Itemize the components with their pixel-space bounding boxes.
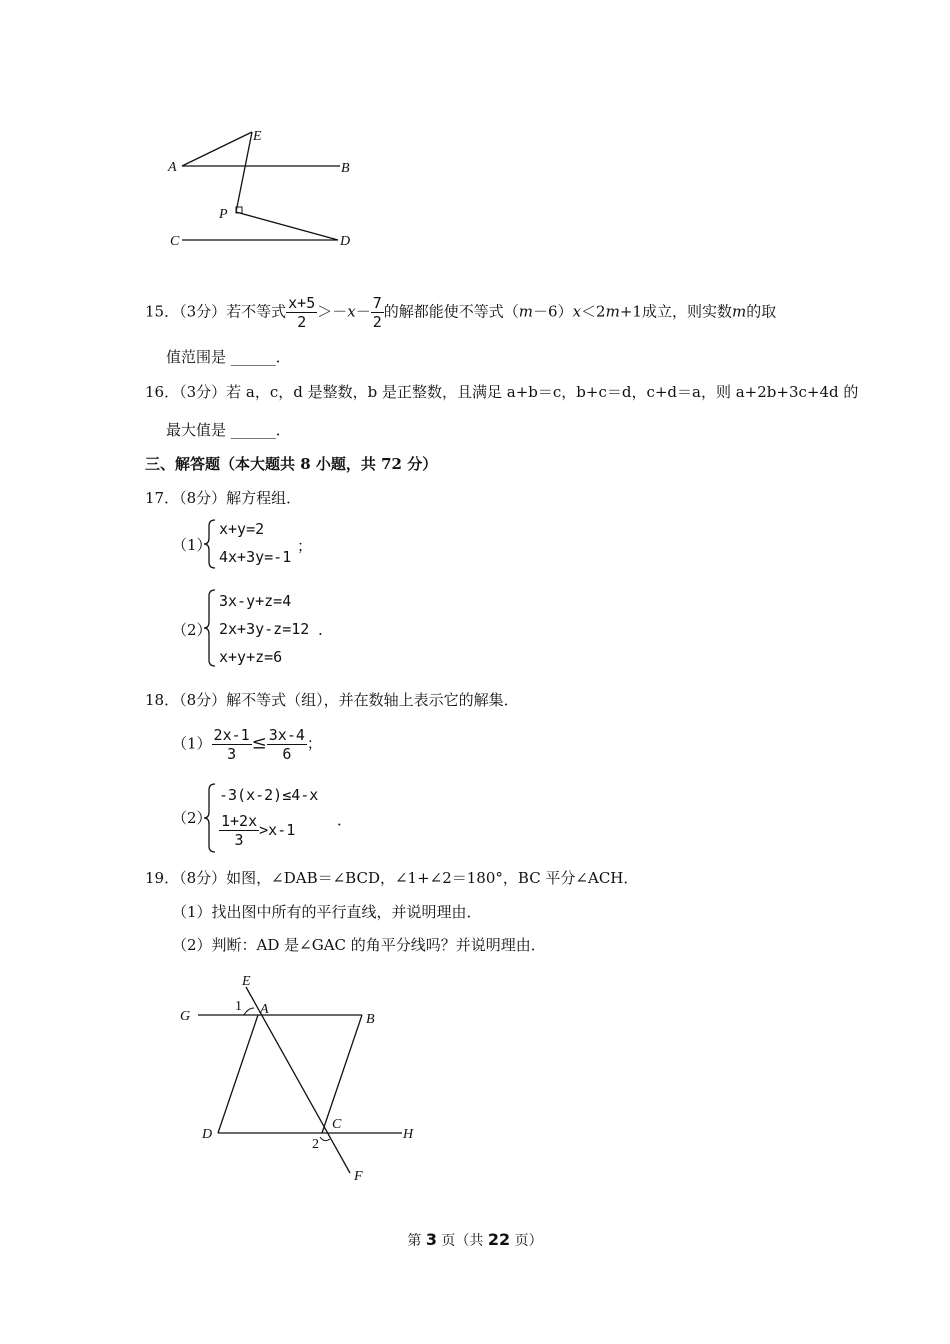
- q18-p1-end: ；: [306, 734, 322, 753]
- q15-x2: x: [572, 302, 582, 321]
- q16-line-2: [166, 420, 291, 440]
- q18-score: （8分）: [179, 691, 227, 709]
- q18-part-2-label: （2）: [172, 809, 212, 827]
- label-b: B: [341, 161, 350, 176]
- q17-part-2-label: （2）: [172, 621, 212, 639]
- q17-p2-end: .: [318, 621, 323, 639]
- label-d2: D: [202, 1127, 213, 1142]
- line-ad: [218, 1015, 258, 1133]
- question-18: [145, 690, 519, 710]
- q15-line-2: [166, 347, 291, 367]
- q15-answer-blank: ______．: [230, 348, 291, 366]
- q18-p1-num2: 3x-4: [268, 726, 305, 744]
- page-footer: [0, 1230, 950, 1251]
- line-ep: [236, 132, 252, 212]
- question-19: [145, 868, 638, 888]
- label-2: 2: [312, 1137, 319, 1152]
- label-d: D: [340, 234, 351, 249]
- label-a: A: [168, 160, 177, 175]
- q17-score: （8分）: [179, 489, 227, 507]
- line-ae: [182, 132, 252, 166]
- line-bc: [322, 1015, 362, 1133]
- q15-frac2-numerator: 7: [372, 294, 382, 312]
- q15-gt: ＞－: [317, 302, 348, 321]
- q16-score: （3分）: [179, 383, 227, 401]
- q18-p1-frac-left: [212, 726, 252, 763]
- q18-p1-frac-right: [267, 726, 307, 763]
- line-pd: [236, 212, 338, 240]
- q18-p2-eq1: -3(x-2)≤4-x: [219, 786, 319, 804]
- q17-p2-eq3: x+y+z=6: [219, 648, 283, 666]
- q16-answer-blank: ______．: [230, 421, 291, 439]
- label-a2: A: [260, 1002, 269, 1017]
- q18-p2-eq2: [219, 812, 295, 849]
- q15-m: m: [518, 302, 534, 321]
- q18-number: 18．: [145, 691, 180, 709]
- q15-fraction-1: [286, 294, 317, 331]
- q15-m2: m: [605, 302, 620, 321]
- q15-tail: +1成立，则实数: [619, 302, 732, 321]
- question-16: [145, 382, 858, 402]
- footer-pre: 第: [407, 1233, 426, 1249]
- q17-p1-end: ；: [297, 537, 313, 555]
- q18-p2-brace: [203, 782, 217, 854]
- q18-part-1: [172, 726, 322, 763]
- q18-p1-label: （1）: [172, 734, 212, 753]
- q17-p1-brace: [203, 518, 217, 570]
- q15-frac1-denominator: 2: [297, 313, 307, 331]
- q17-p2-eq1: 3x-y+z=4: [219, 592, 292, 610]
- q15-fraction-2: [371, 294, 384, 331]
- q15-x: x: [347, 302, 356, 321]
- q15-lead: 若不等式: [226, 302, 287, 321]
- q19-number: 19．: [145, 869, 180, 887]
- question-15: [145, 294, 776, 331]
- footer-page-number: 3: [425, 1230, 437, 1249]
- q19-part-1: （1）找出图中所有的平行直线，并说明理由．: [172, 903, 482, 921]
- q18-p1-den1: 3: [227, 745, 237, 763]
- q16-text: 若 a，c，d 是整数，b 是正整数，且满足 a+b＝c，b+c＝d，c+d＝a，则 a+2b+3c+4d 的: [226, 383, 859, 401]
- q18-p2-den: 3: [234, 831, 244, 849]
- q15-m3: m: [731, 302, 747, 321]
- q15-lt: ＜2: [581, 302, 606, 321]
- q17-text: 解方程组．: [226, 489, 302, 507]
- q15-m6: －6）: [533, 302, 573, 321]
- label-h: H: [403, 1127, 414, 1142]
- angle-2-arc: [320, 1137, 330, 1141]
- q18-p1-num1: 2x-1: [213, 726, 250, 744]
- q17-p1-eq2: 4x+3y=-1: [219, 548, 292, 566]
- q15-number: 15．: [145, 302, 180, 321]
- q18-p2-num: 1+2x: [221, 812, 258, 830]
- q15-end: 的取: [746, 302, 777, 321]
- q15-frac1-numerator: x+5: [288, 294, 316, 312]
- q15-minus: －: [355, 302, 371, 321]
- q18-p2-gt: >x-1: [259, 821, 296, 839]
- q15-line2-text: 值范围是: [166, 348, 227, 366]
- q15-mid: 的解都能使不等式（: [383, 302, 519, 321]
- label-c2: C: [332, 1117, 342, 1132]
- q15-score: （3分）: [179, 302, 227, 321]
- q17-p2-brace: [203, 588, 217, 668]
- q18-p1-den2: 6: [282, 745, 292, 763]
- q18-p1-le: ≤: [251, 732, 267, 754]
- label-p: P: [219, 207, 228, 222]
- footer-total-pages: 22: [487, 1230, 511, 1249]
- q15-frac2-denominator: 2: [372, 313, 382, 331]
- label-b2: B: [366, 1012, 375, 1027]
- label-e: E: [253, 129, 262, 144]
- label-f: F: [354, 1169, 363, 1184]
- q16-line2-text: 最大值是: [166, 421, 227, 439]
- figure-1-diagram: [160, 120, 370, 260]
- label-c: C: [170, 234, 180, 249]
- figure-2-diagram: [170, 965, 430, 1190]
- q19-score: （8分）: [179, 869, 227, 887]
- q17-number: 17．: [145, 489, 180, 507]
- q16-number: 16．: [145, 383, 180, 401]
- section-title: 三、解答题（本大题共 8 小题，共 72 分）: [145, 455, 438, 473]
- q17-part-1-label: （1）: [172, 536, 212, 554]
- label-e2: E: [242, 974, 251, 989]
- label-1: 1: [235, 999, 242, 1014]
- q18-p2-frac: [219, 812, 259, 849]
- angle-1-arc: [244, 1008, 254, 1015]
- label-g: G: [180, 1009, 191, 1024]
- footer-post: 页）: [510, 1233, 543, 1249]
- footer-mid: 页（共: [436, 1233, 488, 1249]
- q18-p2-end: ．: [337, 811, 353, 829]
- q17-p2-eq2: 2x+3y-z=12: [219, 620, 310, 638]
- q19-text: 如图，∠DAB＝∠BCD，∠1+∠2＝180°，BC 平分∠ACH．: [226, 869, 639, 887]
- q19-part-2: （2）判断：AD 是∠GAC 的角平分线吗？并说明理由．: [172, 936, 546, 954]
- q17-p1-eq1: x+y=2: [219, 520, 265, 538]
- q18-text: 解不等式（组），并在数轴上表示它的解集．: [226, 691, 519, 709]
- question-17: [145, 488, 301, 508]
